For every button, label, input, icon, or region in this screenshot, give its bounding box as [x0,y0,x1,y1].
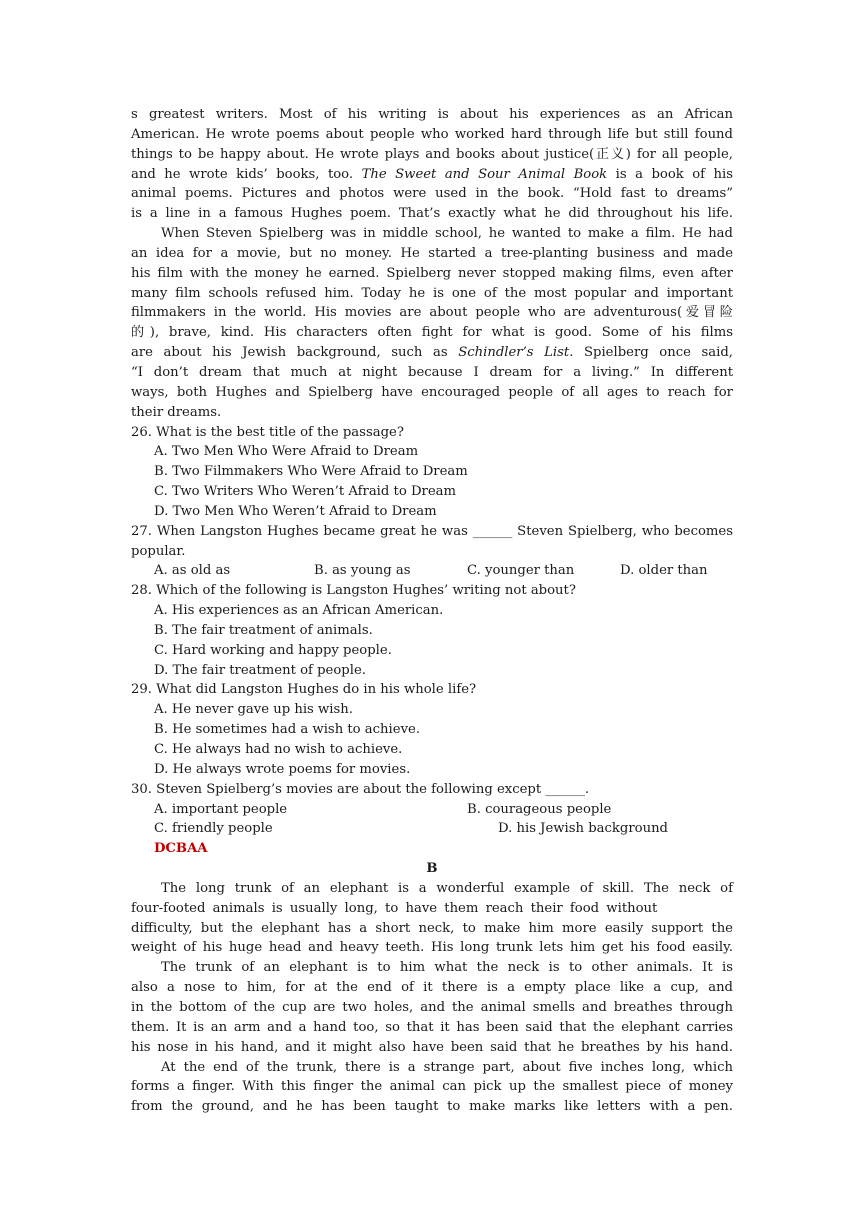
question-stem-continued: popular. [131,543,186,559]
option-a: A. important people [154,801,288,817]
text-line: s greatest writers. Most of his writing is about his experiences as an African [131,107,733,122]
text-line: his nose in his hand, and it might also have been said that he breathes by his hand. [131,1039,733,1055]
film-title: Schindler’s List [458,345,570,361]
text-span: and he wrote kids’ books, too. [131,166,354,182]
option-d: D. older than [620,563,708,579]
option-d: D. his Jewish background [498,821,669,837]
options-row [131,800,733,820]
passage-a-paragraph-2 [131,224,733,422]
option-c: C. friendly people [154,821,273,837]
text-line: animal poems. Pictures and photos were used in the book. “Hold fast to dreams” [131,186,733,202]
document-page [131,105,733,1117]
question-29 [131,680,733,779]
option-b: B. as young as [314,563,411,579]
option-c: C. Hard working and happy people. [154,642,392,658]
option-b: B. He sometimes had a wish to achieve. [154,722,421,738]
text-line: is a line in a famous Hughes poem. That’s exactly what he did throughout his life. [131,206,733,222]
text-span: is a book of his [615,166,733,182]
text-line: forms a finger. With this finger the animal can pick up the smallest piece of money [131,1079,733,1095]
book-title: The Sweet and Sour Animal Book [361,166,608,182]
text-line: an idea for a movie, but no money. He started a tree-planting business and made [131,245,733,261]
question-28 [131,581,733,680]
question-26 [131,423,733,522]
text-line: When Steven Spielberg was in middle school, he wanted to make a film. He had [161,226,733,242]
text-line: difficulty, but the elephant has a short neck, to make him more easily support the [131,920,733,936]
question-stem: 26. What is the best title of the passage? [131,424,404,440]
text-line: 的), brave, kind. His characters often fight for what is good. Some of his films [131,325,733,341]
option-a: A. Two Men Who Were Afraid to Dream [154,444,419,460]
text-line: filmmakers in the world. His movies are about people who are adventurous(爱冒险 [131,305,733,321]
text-line: The trunk of an elephant is to him what the neck is to other animals. It is [161,960,733,976]
text-line: At the end of the trunk, there is a strange part, about five inches long, which [161,1059,733,1075]
text-line [131,165,733,185]
text-line: four-footed animals is usually long, to have them reach their food without [131,900,658,916]
text-line: American. He wrote poems about people who worked hard through life but still found [131,126,733,142]
text-line: them. It is an arm and a hand too, so that it has been said that the elephant carries [131,1019,733,1035]
options-row [131,561,733,581]
section-heading: B [426,861,438,877]
passage-b-paragraph-3 [131,1058,733,1118]
question-stem: 28. Which of the following is Langston Hughes’ writing not about? [131,583,576,599]
option-b: B. courageous people [467,801,612,817]
text-line: also a nose to him, for at the end of it there is a empty place like a cup, and [131,980,733,996]
text-line: The long trunk of an elephant is a wonderful example of skill. The neck of [161,880,733,896]
options-row [131,819,733,839]
passage-a-paragraph-1 [131,105,733,224]
option-c: C. He always had no wish to achieve. [154,742,403,757]
text-line: in the bottom of the cup are two holes, and the animal smells and breathes through [131,999,733,1015]
question-30 [131,780,733,840]
question-stem: 27. When Langston Hughes became great he was ______ Steven Spielberg, who becomes [131,523,733,539]
passage-b-paragraph-2 [131,958,733,1057]
text-line: ways, both Hughes and Spielberg have encouraged people of all ages to reach for [131,384,733,400]
option-a: A. He never gave up his wish. [154,702,353,718]
text-line: things to be happy about. He wrote plays and books about justice(正义) for all people, [131,146,733,162]
option-c: C. younger than [467,563,575,579]
text-line [131,343,733,363]
text-span: . Spielberg once said, [569,345,733,361]
text-line: “I don’t dream that much at night because I dream for a living.” In different [131,364,733,380]
text-line: weight of his huge head and heavy teeth. His long trunk lets him get his food easily. [131,940,733,956]
text-line: many film schools refused him. Today he is one of the most popular and important [131,285,733,301]
answer-key: DCBAA [154,841,208,857]
option-d: D. Two Men Who Weren’t Afraid to Dream [154,503,437,519]
option-c: C. Two Writers Who Weren’t Afraid to Dream [154,484,457,500]
text-span: are about his Jewish background, such as [131,345,448,361]
option-a: A. His experiences as an African American. [154,603,444,619]
option-d: D. The fair treatment of people. [154,662,366,678]
question-27 [131,522,733,582]
question-stem: 30. Steven Spielberg’s movies are about the following except ______. [131,781,590,797]
option-b: B. The fair treatment of animals. [154,622,373,638]
option-b: B. Two Filmmakers Who Were Afraid to Dream [154,464,468,480]
text-line: his film with the money he earned. Spielberg never stopped making films, even after [131,265,733,281]
text-line: from the ground, and he has been taught to make marks like letters with a pen. [131,1099,733,1115]
question-stem: 29. What did Langston Hughes do in his whole life? [131,682,477,698]
passage-b-paragraph-1 [131,879,733,958]
option-a: A. as old as [154,563,231,579]
text-line: their dreams. [131,404,222,420]
option-d: D. He always wrote poems for movies. [154,761,411,777]
